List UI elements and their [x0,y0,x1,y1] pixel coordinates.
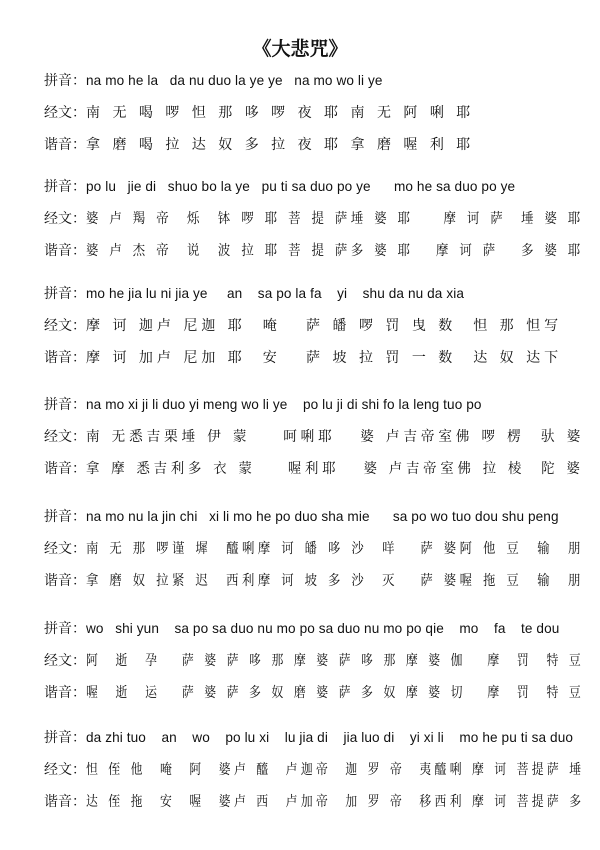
homophone-label: 谐音： [44,573,86,589]
scripture-text: 婆 卢 羯 帝 烁 钵 啰 耶 菩 提 萨埵 婆 耶 摩 诃 萨 埵 婆 耶 [86,211,584,227]
pinyin-line [44,65,584,97]
homophone-label: 谐音： [44,243,86,259]
homophone-line [44,786,584,818]
pinyin-text: na mo xi ji li duo yi meng wo li ye po lu ji di shi fo la leng tuo po [86,397,482,412]
verse-stanza [44,501,584,597]
homophone-line [44,129,584,161]
scripture-line [44,97,584,129]
pinyin-label: 拼音： [44,286,86,302]
pinyin-line [44,613,584,645]
scripture-line [44,421,584,453]
pinyin-label: 拼音： [44,179,86,195]
verse-stanza [44,65,584,161]
scripture-text: 南 无 喝 啰 怛 那 哆 啰 夜 耶 南 无 阿 唎 耶 [86,105,475,121]
homophone-line [44,453,584,485]
scripture-label: 经文： [44,653,86,669]
verse-stanza [44,613,584,709]
homophone-text: 拿 磨 喝 拉 达 奴 多 拉 夜 耶 拿 磨 喔 利 耶 [86,137,475,153]
verse-stanza [44,389,584,485]
homophone-text: 摩 诃 加卢 尼加 耶 安 萨 坡 拉 罚 一 数 达 奴 达下 [86,350,563,366]
scripture-text: 摩 诃 迦卢 尼迦 耶 唵 萨 皤 啰 罚 曳 数 怛 那 怛写 [86,318,563,334]
pinyin-text: da zhi tuo an wo po lu xi lu jia di jia luo di yi xi li mo he pu ti sa duo [86,730,574,745]
pinyin-line [44,278,584,310]
pinyin-text: na mo nu la jin chi xi li mo he po duo sha mie sa po wo tuo dou shu peng [86,509,559,524]
homophone-text: 达 侄 拖 安 喔 婆卢 西 卢加帝 加 罗 帝 移西利 摩 诃 菩提萨 多 [86,794,585,810]
pinyin-label: 拼音： [44,730,86,746]
pinyin-label: 拼音： [44,73,86,89]
homophone-line [44,342,584,374]
pinyin-text: po lu jie di shuo bo la ye pu ti sa duo po ye mo he sa duo po ye [86,179,516,194]
homophone-line [44,235,584,267]
pinyin-label: 拼音： [44,509,86,525]
homophone-text: 拿 磨 奴 拉紧 迟 西利摩 诃 坡 多 沙 灭 萨 婆喔 拖 豆 输 朋 [86,573,584,589]
homophone-label: 谐音： [44,350,86,366]
homophone-label: 谐音： [44,461,86,477]
homophone-label: 谐音： [44,794,86,810]
scripture-line [44,645,584,677]
scripture-label: 经文： [44,318,86,334]
scripture-label: 经文： [44,211,86,227]
scripture-line [44,533,584,565]
pinyin-line [44,722,584,754]
pinyin-line [44,171,584,203]
scripture-line [44,754,584,786]
scripture-text: 怛 侄 他 唵 阿 婆卢 醯 卢迦帝 迦 罗 帝 夷醯唎 摩 诃 菩提萨 埵 [86,762,585,778]
scripture-line [44,203,584,235]
pinyin-label: 拼音： [44,397,86,413]
scripture-label: 经文： [44,429,86,445]
scripture-label: 经文： [44,762,86,778]
verse-stanza [44,722,584,818]
pinyin-line [44,389,584,421]
pinyin-text: wo shi yun sa po sa duo nu mo po sa duo nu mo po qie mo fa te dou [86,621,560,636]
scripture-text: 南 无 那 啰谨 墀 醯唎摩 诃 皤 哆 沙 咩 萨 婆阿 他 豆 输 朋 [86,541,584,557]
homophone-label: 谐音： [44,685,86,701]
scripture-text: 南 无悉吉栗埵 伊 蒙 呵唎耶 婆 卢吉帝室佛 啰 楞 驮 婆 [86,429,585,445]
homophone-text: 拿 摩 悉吉利多 衣 蒙 喔利耶 婆 卢吉帝室佛 拉 棱 陀 婆 [86,461,584,477]
scripture-text: 阿 逝 孕 萨 婆 萨 哆 那 摩 婆 萨 哆 那 摩 婆 伽 摩 罚 特 豆 [86,653,585,669]
verse-stanza [44,278,584,374]
pinyin-line [44,501,584,533]
homophone-text: 喔 逝 运 萨 婆 萨 多 奴 磨 婆 萨 多 奴 摩 婆 切 摩 罚 特 豆 [86,685,585,701]
homophone-label: 谐音： [44,137,86,153]
homophone-text: 婆 卢 杰 帝 说 波 拉 耶 菩 提 萨多 婆 耶 摩 诃 萨 多 婆 耶 [86,243,584,259]
pinyin-label: 拼音： [44,621,86,637]
scripture-label: 经文： [44,541,86,557]
page-title: 《大悲咒》 [252,38,348,60]
scripture-label: 经文： [44,105,86,121]
pinyin-text: mo he jia lu ni jia ye an sa po la fa yi shu da nu da xia [86,286,465,301]
scripture-line [44,310,584,342]
verse-stanza [44,171,584,267]
pinyin-text: na mo he la da nu duo la ye ye na mo wo li ye [86,73,383,88]
homophone-line [44,677,584,709]
homophone-line [44,565,584,597]
